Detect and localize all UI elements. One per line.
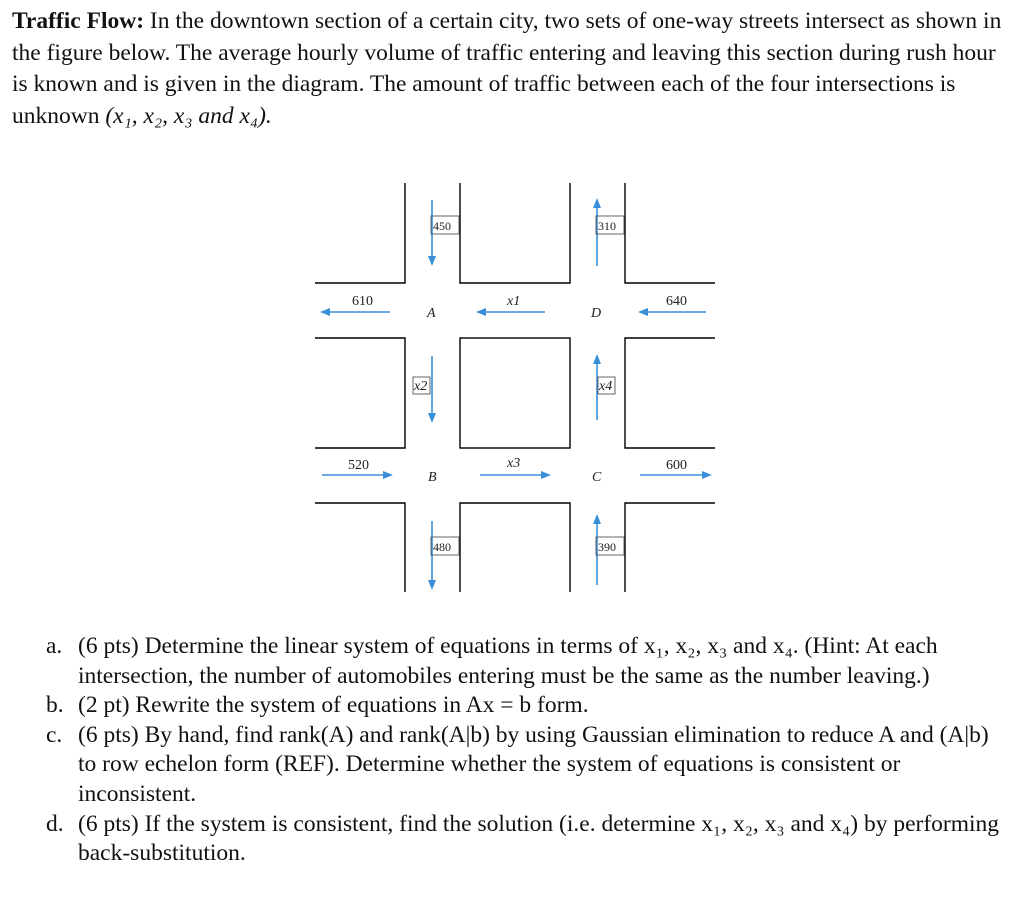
intersection-b: B [428,470,437,485]
arrowhead-x1 [476,308,486,316]
flow-label-left-top: 610 [352,294,373,309]
road-corner-middle-left [315,338,405,448]
question-d [46,810,1006,869]
road-corner-bottom-middle [460,503,570,592]
variable-label-x3: x3 [507,456,521,471]
flow-label-bottom-right: 390 [598,540,616,554]
flow-label-bottom-left: 480 [433,540,451,554]
flow-label-right-bottom: 600 [666,458,687,473]
variable-label-x2: x2 [414,379,428,394]
problem-text: In the downtown section of a certain city, two sets of one-way streets intersect as shown in the figure below. The average hourly volume of traffic entering and leaving this section during rush hour is known and is given in the diagram. The amount of traffic between each of the four intersections is unknown [12,8,1002,129]
flow-label-top-left: 450 [433,219,451,233]
question-text: (6 pts) If the system is consistent, find the solution (i.e. determine x₁, x₂, x₃ and x₄) by performing back-substitution. [78,810,1000,867]
road-corner-bottom-left [315,503,405,592]
intersection-a: A [427,306,436,321]
variable-label-x4: x4 [599,379,613,394]
arrowhead-390 [593,514,601,524]
intersection-d: D [591,306,602,321]
question-text: (6 pts) By hand, find rank(A) and rank(A|b) by using Gaussian elimination to reduce A and (A|b) to row echelon form (REF). Determine whether the system of equations is consistent or inconsistent. [78,721,989,807]
question-text: (6 pts) Determine the linear system of equations in terms of x₁, x₂, x₃ and x₄. (Hint: At each intersection, the number of automobiles entering must be the same as the number leaving.) [78,633,938,689]
road-outlines [315,183,715,592]
arrowhead-640 [638,308,648,316]
intersection-c: C [592,470,602,485]
arrowhead-520 [383,471,393,479]
flow-label-left-bottom: 520 [348,458,369,473]
arrowhead-x2 [428,413,436,423]
question-label: d. [46,810,64,837]
arrowhead-x3 [541,471,551,479]
road-corner-top-right [625,183,715,283]
arrowhead-310 [593,198,601,208]
variable-label-x1: x1 [507,294,521,309]
road-corner-top-left [315,183,405,283]
question-c [46,721,1006,810]
road-corner-middle-right [625,338,715,448]
road-center-block [460,338,570,448]
arrowhead-480 [428,580,436,590]
problem-title: Traffic Flow: [12,8,145,34]
road-corner-bottom-right [625,503,715,592]
question-label: c. [46,721,63,748]
question-list [46,632,1006,869]
question-label: a. [46,633,63,659]
arrowhead-600 [702,471,712,479]
label-boxes [413,216,624,555]
question-text: (2 pt) Rewrite the system of equations in Ax = b form. [78,692,589,719]
flow-label-right-top: 640 [666,294,687,309]
arrowhead-610 [320,308,330,316]
question-b [46,691,1006,721]
question-label: b. [46,692,64,719]
flow-arrows [320,198,712,590]
unknowns-list: (x₁, x₂, x₃ and x₄). [105,102,272,129]
arrowhead-450 [428,256,436,266]
road-corner-top-middle [460,183,570,283]
flow-label-top-right: 310 [598,219,616,233]
question-a [46,632,1006,691]
arrowhead-x4 [593,354,601,364]
